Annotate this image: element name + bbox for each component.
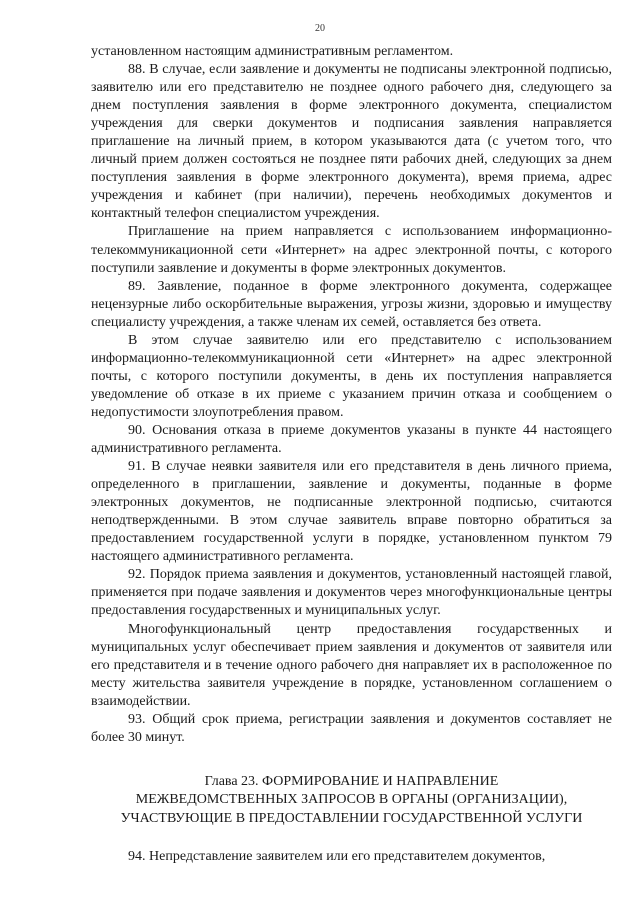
paragraph-89-notice: В этом случае заявителю или его представителю с использованием информационно-телекоммуникационной сети «Интернет» на адрес электронной почты, с которого поступили документы, в день их поступления направляется уведомление об отказе в их приеме с указанием причин отказа и сообщением о недопустимости злоупотребления правом. bbox=[91, 332, 612, 420]
paragraph-89: 89. Заявление, поданное в форме электронного документа, содержащее нецензурные либо оскорбительные выражения, угрозы жизни, здоровью и имуществу специалисту учреждения, а также членам их семей, оставляется без ответа. bbox=[91, 278, 612, 330]
paragraph-88-invitation: Приглашение на прием направляется с использованием информационно-телекоммуникационной сети «Интернет» на адрес электронной почты, с которого поступили заявление и документы в форме электронных документов. bbox=[91, 224, 612, 276]
chapter-heading bbox=[91, 773, 612, 829]
paragraph-continuation: установленном настоящим административным регламентом. bbox=[91, 44, 454, 59]
paragraph-90: 90. Основания отказа в приеме документов указаны в пункте 44 настоящего административного регламента. bbox=[91, 422, 612, 457]
document-body bbox=[91, 43, 612, 866]
paragraph-91: 91. В случае неявки заявителя или его представителя в день личного приема, определенного в приглашении, заявление и документы, поданные в форме электронных документов, не подписанные электронной подписью, считаются неподтвержденными. В этом случае заявитель вправе повторно обратиться за предоставлением государственной услуги в порядке, установленном пунктом 79 настоящего административного регламента. bbox=[91, 459, 612, 565]
chapter-heading-line-3: УЧАСТВУЮЩИЕ В ПРЕДОСТАВЛЕНИИ ГОСУДАРСТВЕННОЙ УСЛУГИ bbox=[120, 810, 583, 826]
chapter-heading-line-2: МЕЖВЕДОМСТВЕННЫХ ЗАПРОСОВ В ОРГАНЫ (ОРГАНИЗАЦИИ), bbox=[135, 792, 568, 808]
paragraph-88: 88. В случае, если заявление и документы не подписаны электронной подписью, заявителю или его представителю не позднее одного рабочего дня, следующего за днем поступления заявления в форме электронного документа, специалистом учреждения для сверки документов и подписания заявления направляется приглашение на личный прием, в котором указываются дата (с учетом того, что личный прием должен состояться не позднее пяти рабочих дней, следующих за днем поступления заявления в форме электронного документа), время приема, адрес учреждения и кабинет (при наличии), перечень необходимых документов и контактный телефон специалистом учреждения. bbox=[91, 62, 612, 222]
paragraph-92: 92. Порядок приема заявления и документов, установленный настоящей главой, применяется при подаче заявления и документов через многофункциональные центры предоставления государственных и муниципальных услуг. bbox=[91, 567, 612, 619]
page-number: 20 bbox=[315, 23, 325, 34]
paragraph-94: 94. Непредставление заявителем или его представителем документов, bbox=[128, 849, 546, 865]
chapter-heading-line-1: Глава 23. ФОРМИРОВАНИЕ И НАПРАВЛЕНИЕ bbox=[204, 773, 499, 789]
paragraph-93: 93. Общий срок приема, регистрации заявления и документов составляет не более 30 минут. bbox=[91, 711, 612, 745]
paragraph-92-mfc: Многофункциональный центр предоставления государственных и муниципальных услуг обеспечивает прием заявления и документов от заявителя или его представителя и в течение одного рабочего дня направляет их в расположенное по месту жительства заявителя учреждение в порядке, установленном соглашением о взаимодействии. bbox=[91, 621, 612, 709]
